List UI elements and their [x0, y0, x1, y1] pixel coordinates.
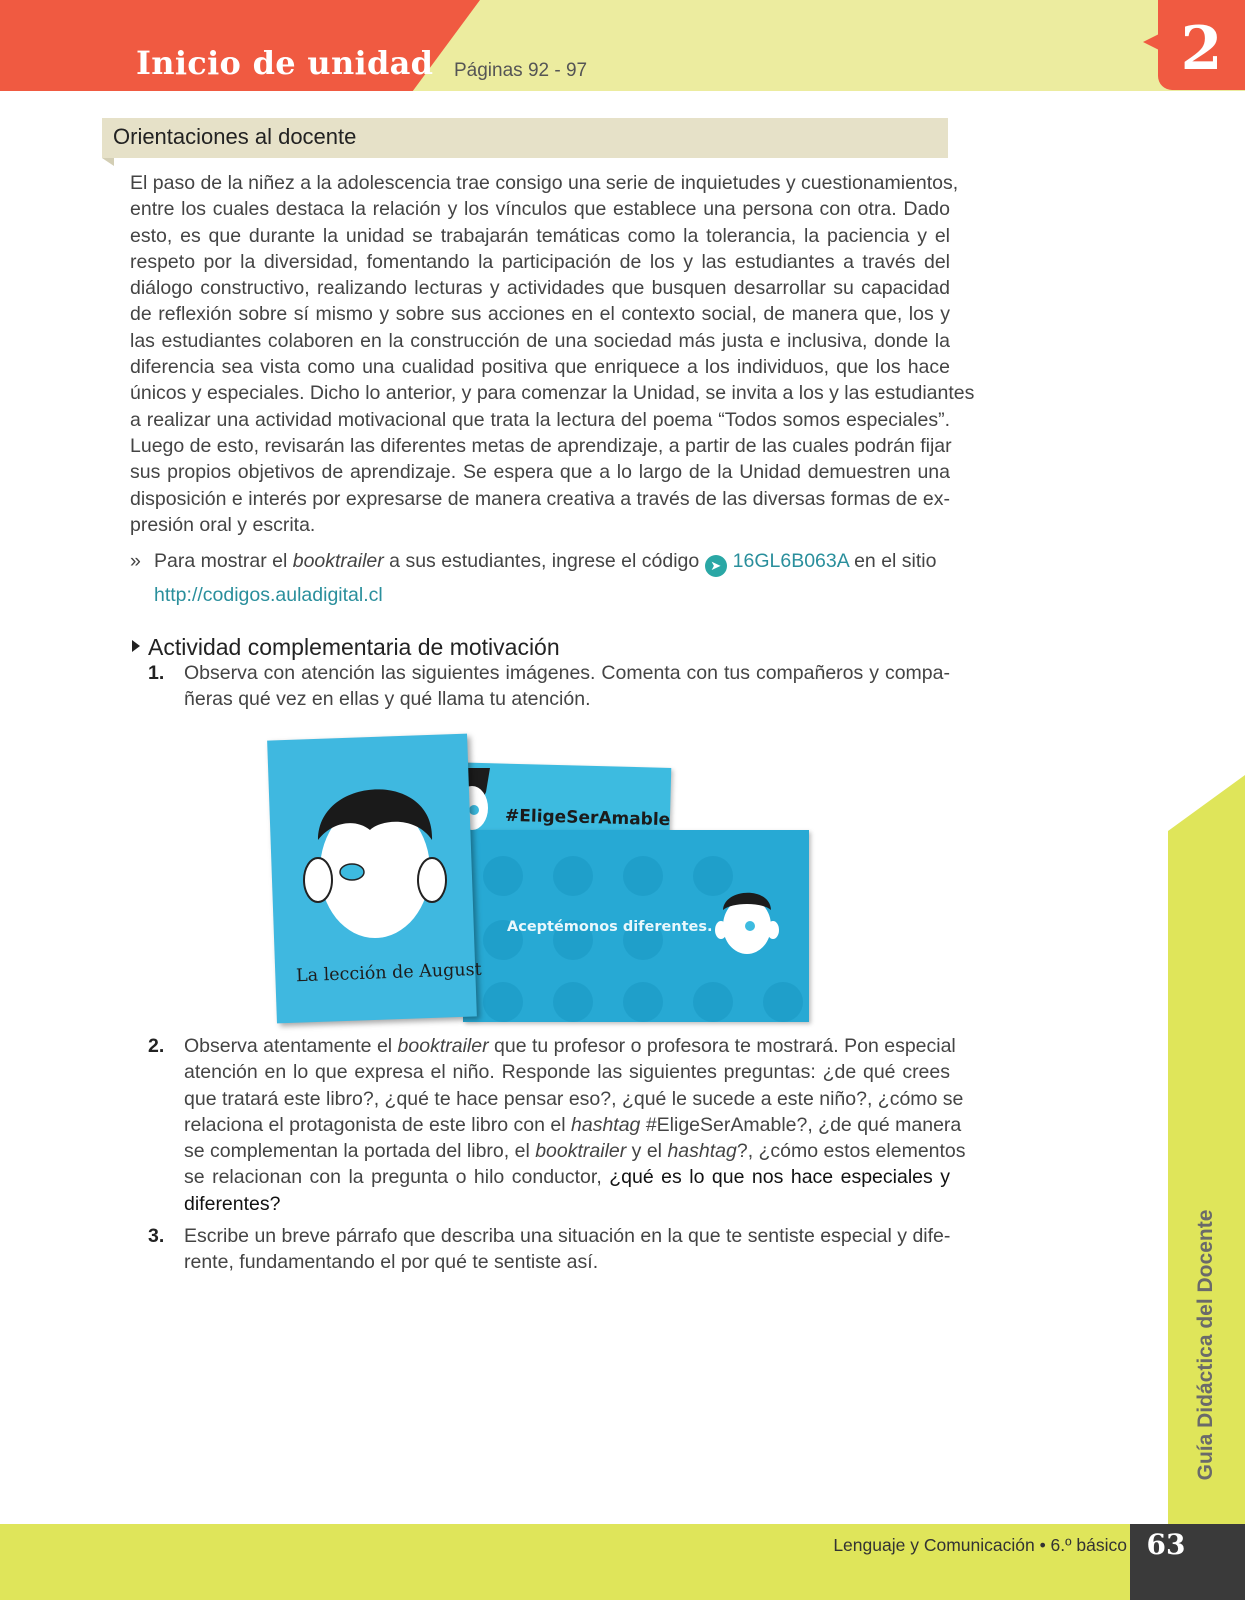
paragraph-line: presión oral y escrita.	[130, 513, 316, 536]
page-range: Páginas 92 - 97	[454, 60, 588, 81]
paragraph-line: Luego de esto, revisarán las diferentes metas de aprendizaje, a partir de las cuales podrán fijar	[130, 434, 952, 457]
booktrailer-note	[130, 550, 936, 577]
item-number: 3.	[148, 1225, 165, 1247]
paragraph-line: diferencia sea vista como una cualidad positiva que enriquece a los individuos, que los hace	[130, 356, 950, 379]
teacher-guidance-paragraph	[130, 170, 975, 538]
paragraph-line: esto, es que durante la unidad se trabajarán temáticas como la tolerancia, la paciencia y el	[130, 224, 950, 247]
page-number: 63	[1146, 1528, 1186, 1561]
paragraph-line: únicos y especiales. Dicho lo anterior, y para comenzar la Unidad, se invita a los y las estudiantes	[130, 382, 975, 405]
item-line: se relacionan con la pregunta o hilo conductor, ¿qué es lo que nos hace especiales y	[184, 1166, 950, 1189]
note-text: Para mostrar el	[154, 550, 293, 572]
item-line: ñeras qué vez en ellas y qué llama tu atención.	[184, 688, 591, 711]
hashtag-text: #EligeSerAmable	[504, 805, 671, 831]
send-arrow-icon: ➤	[705, 555, 727, 577]
link-text[interactable]: http://codigos.auladigital.cl	[154, 584, 383, 606]
activity-item-3	[148, 1223, 950, 1276]
paragraph-line: disposición e interés por expresarse de manera creativa a través de las diversas formas de ex-	[130, 487, 950, 510]
bullet-marker: »	[130, 550, 141, 572]
banner-text: Aceptémonos diferentes.	[507, 919, 713, 935]
section-heading: Orientaciones al docente	[113, 124, 357, 149]
paragraph-line: entre los cuales destaca la relación y los vínculos que establece una persona con otra. Dado	[130, 198, 950, 221]
item-line: relaciona el protagonista de este libro con el hashtag #EligeSerAmable?, ¿de qué manera	[184, 1113, 962, 1136]
unit-tab-notch	[1143, 34, 1159, 50]
item-number: 1.	[148, 662, 165, 684]
activity-item-2	[148, 1033, 966, 1217]
unit-number: 2	[1180, 14, 1223, 84]
boy-face-graphic	[712, 880, 782, 960]
item-line: Observa atentamente el booktrailer que tu profesor o profesora te mostrará. Pon especial	[184, 1035, 956, 1057]
section-heading-fold	[102, 158, 114, 166]
triangle-bullet-icon	[132, 640, 140, 652]
note-italic: booktrailer	[292, 550, 384, 572]
guiding-question: diferentes?	[184, 1192, 281, 1215]
paragraph-line: diálogo constructivo, realizando lecturas y actividades que busquen desarrollar su capacidad	[130, 277, 950, 300]
unit-start-title: Inicio de unidad	[136, 44, 434, 82]
item-line: atención en lo que expresa el niño. Responde las siguientes preguntas: ¿de qué crees	[184, 1061, 950, 1084]
item-line: rente, fundamentando el por qué te sentiste así.	[184, 1251, 599, 1274]
item-line: se complementan la portada del libro, el booktrailer y el hashtag?, ¿cómo estos elementos	[184, 1140, 966, 1163]
item-number: 2.	[148, 1035, 165, 1057]
note-text: a sus estudiantes, ingrese el código	[383, 550, 705, 572]
paragraph-line: sus propios objetivos de aprendizaje. Se espera que a lo largo de la Unidad demuestren una	[130, 461, 950, 484]
paragraph-line: respeto por la diversidad, fomentando la participación de los y las estudiantes a través del	[130, 250, 950, 273]
book-title: La lección de August	[295, 959, 482, 987]
activity-heading	[132, 634, 560, 661]
access-code: 16GL6B063A	[732, 550, 849, 572]
item-line: Escribe un breve párrafo que describa una situación en la que te sentiste especial y dife-	[184, 1225, 951, 1247]
paragraph-line: El paso de la niñez a la adolescencia trae consigo una serie de inquietudes y cuestionamientos,	[130, 172, 959, 194]
footer-subject: Lenguaje y Comunicación • 6.º básico	[833, 1535, 1127, 1555]
paragraph-line: las estudiantes colaboren en la construcción de una sociedad más justa e inclusiva, donde la	[130, 329, 950, 352]
paragraph-line: de reflexión sobre sí mismo y sobre sus acciones en el contexto social, de manera que, los y	[130, 303, 950, 326]
book-cover-face	[300, 770, 450, 950]
sidebar-label: Guía Didáctica del Docente	[1194, 1209, 1217, 1481]
item-line: que tratará este libro?, ¿qué te hace pensar eso?, ¿qué le sucede a este niño?, ¿cómo se	[184, 1087, 964, 1110]
item-line: Observa con atención las siguientes imágenes. Comenta con tus compañeros y compa-	[184, 662, 950, 684]
activity-heading-text: Actividad complementaria de motivación	[148, 634, 560, 660]
activity-item-1	[148, 660, 950, 713]
note-text: en el sitio	[848, 550, 937, 572]
paragraph-line: a realizar una actividad motivacional que trata la lectura del poema “Todos somos especiales”.	[130, 408, 950, 431]
guiding-question: ¿qué es lo que nos hace especiales y	[609, 1166, 950, 1189]
codes-site-link[interactable]	[154, 584, 383, 607]
